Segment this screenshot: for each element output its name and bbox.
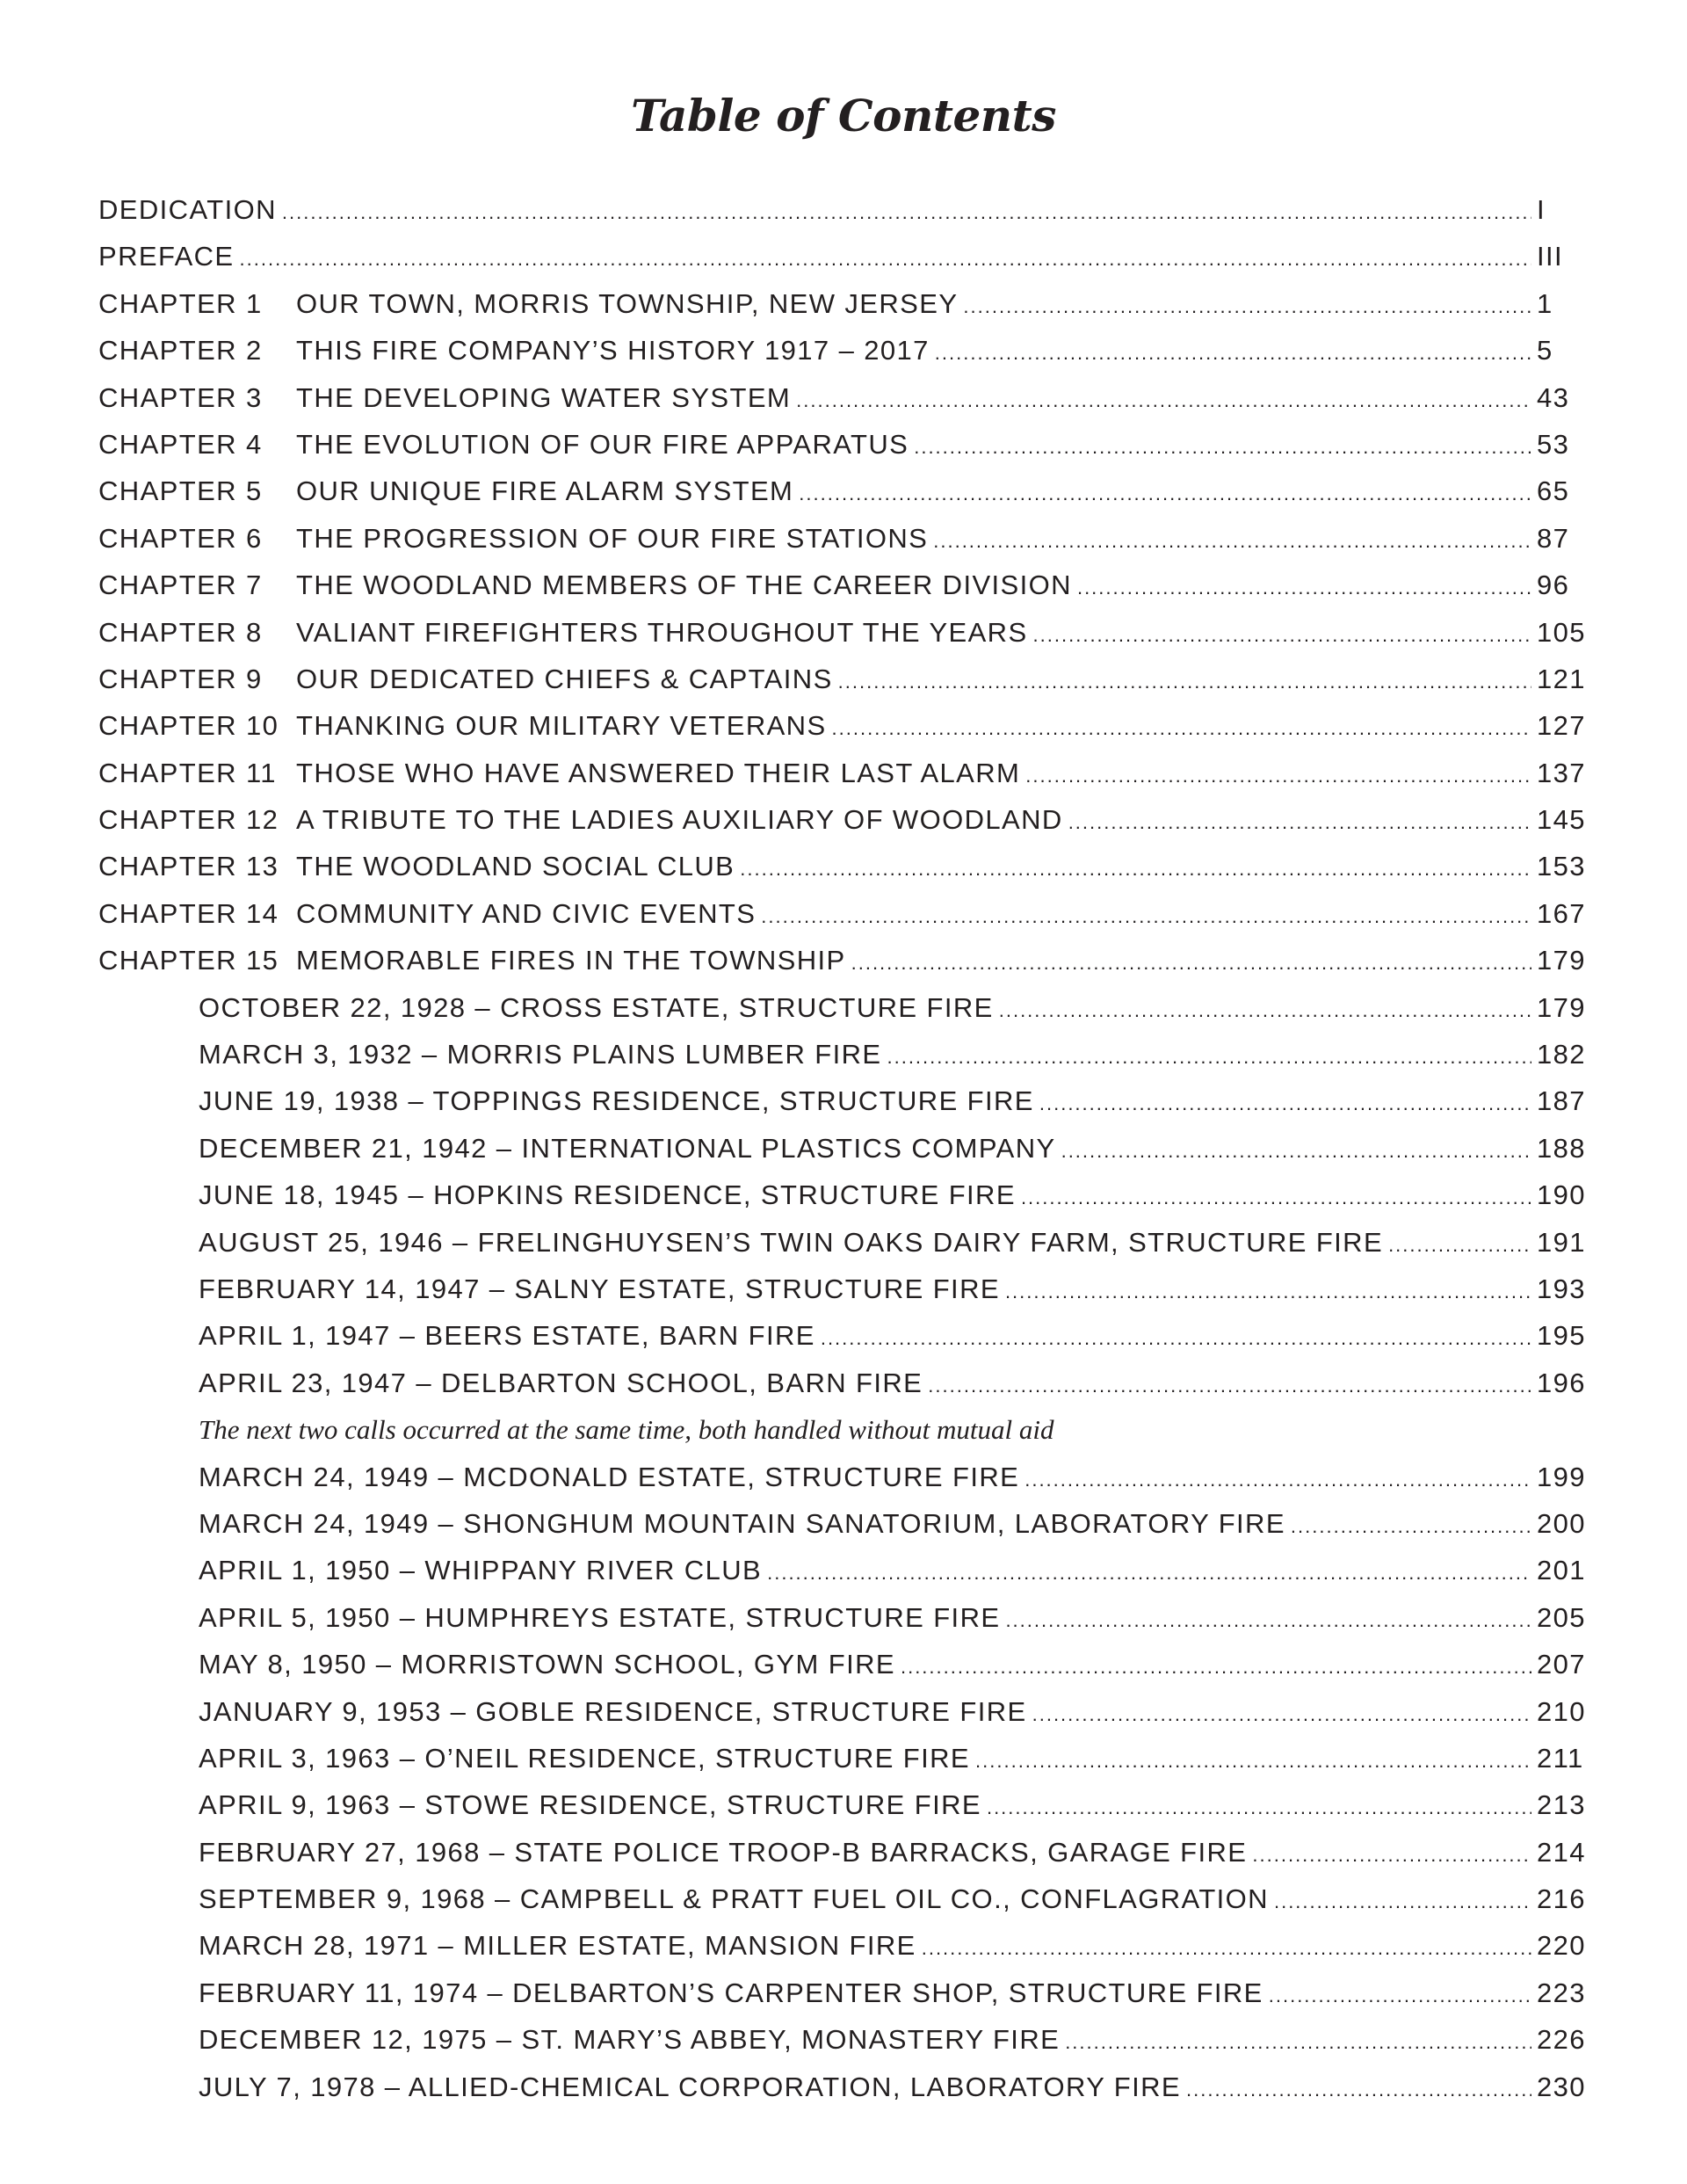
entry-page-number: 153: [1537, 851, 1586, 882]
fire-title: JUNE 18, 1945 – HOPKINS RESIDENCE, STRUCTURE FIRE: [199, 1179, 1016, 1211]
entry-page-number: 65: [1537, 475, 1570, 507]
table-of-contents: [98, 186, 1588, 2110]
fire-title: APRIL 9, 1963 – STOWE RESIDENCE, STRUCTURE FIRE: [199, 1789, 981, 1821]
entry-page-number: 190: [1537, 1179, 1586, 1211]
entry-page-number: 179: [1537, 945, 1586, 976]
toc-entry-chapter[interactable]: [98, 890, 1588, 937]
toc-entry-fire[interactable]: [98, 1876, 1588, 1922]
toc-entry-fire[interactable]: [98, 1500, 1588, 1547]
toc-entry-fire[interactable]: [98, 2064, 1588, 2110]
entry-page-number: 210: [1537, 1695, 1586, 1727]
chapter-title: THE DEVELOPING WATER SYSTEM: [296, 381, 792, 413]
dot-leader: [1388, 1219, 1531, 1268]
chapter-title: OUR DEDICATED CHIEFS & CAPTAINS: [296, 663, 833, 694]
chapter-number: CHAPTER 4: [98, 428, 263, 460]
toc-entry-fire[interactable]: [98, 1829, 1588, 1876]
page-title: Table of Contents: [631, 90, 1056, 141]
dot-leader: [1274, 1876, 1531, 1925]
toc-entry-chapter[interactable]: [98, 562, 1588, 608]
entry-page-number: 230: [1537, 2071, 1586, 2102]
chapter-number: CHAPTER 9: [98, 663, 263, 694]
chapter-number: CHAPTER 3: [98, 381, 263, 413]
chapter-title: MEMORABLE FIRES IN THE TOWNSHIP: [296, 945, 846, 976]
entry-page-number: 179: [1537, 991, 1586, 1023]
fire-title: SEPTEMBER 9, 1968 – CAMPBELL & PRATT FUEL OIL CO., CONFLAGRATION: [199, 1883, 1269, 1915]
entry-page-number: 121: [1537, 663, 1586, 694]
dot-leader: [1032, 1688, 1531, 1738]
fire-title: FEBRUARY 27, 1968 – STATE POLICE TROOP-B BARRACKS, GARAGE FIRE: [199, 1836, 1248, 1868]
chapter-title: A TRIBUTE TO THE LADIES AUXILIARY OF WOODLAND: [296, 804, 1063, 836]
entry-page-number: 211: [1537, 1742, 1584, 1774]
entry-page-number: 216: [1537, 1883, 1586, 1915]
fire-title: APRIL 1, 1947 – BEERS ESTATE, BARN FIRE: [199, 1320, 815, 1352]
toc-note: The next two calls occurred at the same time, both handled without mutual aid: [199, 1414, 1054, 1446]
dot-leader: [1077, 562, 1531, 611]
chapter-number: CHAPTER 8: [98, 616, 263, 648]
dot-leader: [999, 984, 1531, 1034]
entry-page-number: 199: [1537, 1461, 1586, 1492]
dot-leader: [832, 702, 1531, 751]
dot-leader: [240, 233, 1531, 282]
dot-leader: [1025, 750, 1531, 799]
chapter-title: THE EVOLUTION OF OUR FIRE APPARATUS: [296, 428, 909, 460]
fire-title: MARCH 24, 1949 – MCDONALD ESTATE, STRUCTURE FIRE: [199, 1461, 1020, 1492]
fire-title: JUNE 19, 1938 – TOPPINGS RESIDENCE, STRUCTURE FIRE: [199, 1085, 1034, 1117]
toc-entry-fire[interactable]: [98, 1125, 1588, 1172]
entry-page-number: 105: [1537, 616, 1586, 648]
chapter-number: CHAPTER 7: [98, 570, 263, 601]
fire-title: AUGUST 25, 1946 – FRELINGHUYSEN’S TWIN OAKS DAIRY FARM, STRUCTURE FIRE: [199, 1226, 1384, 1258]
chapter-title: THOSE WHO HAVE ANSWERED THEIR LAST ALARM: [296, 757, 1021, 788]
toc-entry-fire[interactable]: [98, 1219, 1588, 1266]
toc-entry-chapter[interactable]: [98, 374, 1588, 421]
dot-leader: [1065, 2016, 1531, 2065]
entry-page-number: 223: [1537, 1977, 1586, 2008]
toc-entry-fire[interactable]: [98, 1312, 1588, 1359]
dot-leader: [1005, 1266, 1531, 1315]
entry-page-number: 137: [1537, 757, 1586, 788]
dot-leader: [963, 280, 1531, 330]
chapter-number: CHAPTER 12: [98, 804, 279, 836]
toc-entry-fire[interactable]: [98, 1454, 1588, 1500]
entry-page-number: 43: [1537, 381, 1570, 413]
entry-page-number: 213: [1537, 1789, 1586, 1821]
dot-leader: [914, 421, 1531, 470]
toc-entry-fire[interactable]: [98, 1172, 1588, 1218]
fire-title: APRIL 5, 1950 – HUMPHREYS ESTATE, STRUCTURE FIRE: [199, 1601, 1001, 1633]
dot-leader: [1005, 1594, 1531, 1643]
entry-page-number: 207: [1537, 1649, 1586, 1680]
fire-title: JANUARY 9, 1953 – GOBLE RESIDENCE, STRUCTURE FIRE: [199, 1695, 1027, 1727]
dot-leader: [935, 327, 1531, 376]
entry-page-number: III: [1537, 241, 1564, 272]
chapter-number: CHAPTER 10: [98, 710, 279, 742]
entry-page-number: 196: [1537, 1367, 1586, 1398]
chapter-title: OUR UNIQUE FIRE ALARM SYSTEM: [296, 475, 794, 507]
toc-entry-fire[interactable]: [98, 1077, 1588, 1124]
fire-title: APRIL 1, 1950 – WHIPPANY RIVER CLUB: [199, 1555, 763, 1586]
chapter-title: COMMUNITY AND CIVIC EVENTS: [296, 897, 757, 929]
entry-page-number: 187: [1537, 1085, 1586, 1117]
toc-entry-fire[interactable]: [98, 1594, 1588, 1641]
dot-leader: [821, 1312, 1531, 1361]
toc-entry-chapter[interactable]: [98, 609, 1588, 656]
entry-page-number: 5: [1537, 335, 1553, 366]
entry-page-number: 127: [1537, 710, 1586, 742]
chapter-number: CHAPTER 2: [98, 335, 263, 366]
entry-page-number: 145: [1537, 804, 1586, 836]
chapter-title: THIS FIRE COMPANY’S HISTORY 1917 – 2017: [296, 335, 930, 366]
fire-title: DECEMBER 12, 1975 – ST. MARY’S ABBEY, MONASTERY FIRE: [199, 2024, 1061, 2056]
toc-entry-fire[interactable]: [98, 1360, 1588, 1406]
entry-page-number: 226: [1537, 2024, 1586, 2056]
toc-entry-chapter[interactable]: [98, 702, 1588, 749]
entry-page-number: I: [1537, 194, 1546, 225]
toc-entry-fire[interactable]: [98, 984, 1588, 1031]
entry-page-number: 200: [1537, 1507, 1586, 1539]
toc-entry-chapter[interactable]: [98, 843, 1588, 889]
chapter-number: CHAPTER 15: [98, 945, 279, 976]
dot-leader: [1068, 796, 1531, 845]
dot-leader: [1291, 1500, 1531, 1549]
chapter-title: VALIANT FIREFIGHTERS THROUGHOUT THE YEARS: [296, 616, 1028, 648]
dot-leader: [851, 937, 1531, 986]
entry-page-number: 53: [1537, 428, 1570, 460]
entry-page-number: 167: [1537, 897, 1586, 929]
toc-entry-fire[interactable]: [98, 1688, 1588, 1735]
toc-entry-chapter[interactable]: [98, 421, 1588, 468]
fire-title: MARCH 24, 1949 – SHONGHUM MOUNTAIN SANATORIUM, LABORATORY FIRE: [199, 1507, 1285, 1539]
dot-leader: [1269, 1970, 1531, 2019]
chapter-number: CHAPTER 13: [98, 851, 279, 882]
dot-leader: [1033, 609, 1531, 658]
chapter-number: CHAPTER 11: [98, 757, 277, 788]
chapter-title: OUR TOWN, MORRIS TOWNSHIP, NEW JERSEY: [296, 287, 959, 319]
chapter-number: CHAPTER 14: [98, 897, 279, 929]
entry-label: PREFACE: [98, 241, 235, 272]
dot-leader: [1252, 1829, 1531, 1878]
chapter-title: THE WOODLAND MEMBERS OF THE CAREER DIVISION: [296, 570, 1072, 601]
chapter-number: CHAPTER 1: [98, 287, 263, 319]
entry-page-number: 188: [1537, 1132, 1586, 1164]
fire-title: MARCH 28, 1971 – MILLER ESTATE, MANSION FIRE: [199, 1930, 916, 1962]
toc-entry-chapter[interactable]: [98, 327, 1588, 374]
dot-leader: [928, 1360, 1531, 1409]
dot-leader: [796, 374, 1531, 424]
dot-leader: [799, 468, 1531, 517]
dot-leader: [887, 1031, 1531, 1080]
toc-entry-front-matter[interactable]: [98, 233, 1588, 279]
dot-leader: [1039, 1077, 1531, 1127]
toc-entry-fire[interactable]: [98, 1735, 1588, 1781]
dot-leader: [740, 843, 1531, 892]
dot-leader: [933, 515, 1531, 564]
toc-entry-front-matter[interactable]: [98, 186, 1588, 233]
dot-leader: [1025, 1454, 1531, 1503]
fire-title: APRIL 23, 1947 – DELBARTON SCHOOL, BARN FIRE: [199, 1367, 923, 1398]
fire-title: FEBRUARY 11, 1974 – DELBARTON’S CARPENTER SHOP, STRUCTURE FIRE: [199, 1977, 1263, 2008]
toc-entry-chapter[interactable]: [98, 468, 1588, 514]
dot-leader: [1021, 1172, 1531, 1221]
entry-page-number: 220: [1537, 1930, 1586, 1962]
chapter-number: CHAPTER 6: [98, 522, 263, 554]
toc-entry-chapter[interactable]: [98, 750, 1588, 796]
entry-page-number: 182: [1537, 1039, 1586, 1070]
entry-page-number: 195: [1537, 1320, 1586, 1352]
dot-leader: [761, 890, 1531, 940]
dot-leader: [987, 1781, 1531, 1831]
dot-leader: [922, 1922, 1531, 1971]
chapter-title: THE PROGRESSION OF OUR FIRE STATIONS: [296, 522, 929, 554]
dot-leader: [282, 186, 1531, 236]
chapter-title: THE WOODLAND SOCIAL CLUB: [296, 851, 735, 882]
fire-title: JULY 7, 1978 – ALLIED-CHEMICAL CORPORATION, LABORATORY FIRE: [199, 2071, 1181, 2102]
toc-entry-fire[interactable]: [98, 1641, 1588, 1687]
toc-entry-fire[interactable]: [98, 2016, 1588, 2063]
fire-title: OCTOBER 22, 1928 – CROSS ESTATE, STRUCTURE FIRE: [199, 991, 994, 1023]
chapter-title: THANKING OUR MILITARY VETERANS: [296, 710, 827, 742]
dot-leader: [767, 1547, 1531, 1596]
toc-entry-fire[interactable]: [98, 1031, 1588, 1077]
toc-entry-fire[interactable]: [98, 1970, 1588, 2016]
toc-entry-chapter[interactable]: [98, 656, 1588, 702]
toc-entry-fire[interactable]: [98, 1781, 1588, 1828]
dot-leader: [975, 1735, 1531, 1784]
toc-entry-fire[interactable]: [98, 1547, 1588, 1593]
entry-page-number: 205: [1537, 1601, 1586, 1633]
toc-entry-chapter[interactable]: [98, 937, 1588, 983]
entry-page-number: 96: [1537, 570, 1570, 601]
toc-entry-fire[interactable]: [98, 1266, 1588, 1312]
toc-entry-chapter[interactable]: [98, 796, 1588, 843]
dot-leader: [1061, 1125, 1531, 1174]
fire-title: MAY 8, 1950 – MORRISTOWN SCHOOL, GYM FIRE: [199, 1649, 895, 1680]
fire-title: APRIL 3, 1963 – O’NEIL RESIDENCE, STRUCTURE FIRE: [199, 1742, 971, 1774]
entry-page-number: 201: [1537, 1555, 1586, 1586]
entry-page-number: 191: [1537, 1226, 1586, 1258]
dot-leader: [838, 656, 1531, 705]
entry-page-number: 214: [1537, 1836, 1586, 1868]
chapter-number: CHAPTER 5: [98, 475, 263, 507]
fire-title: DECEMBER 21, 1942 – INTERNATIONAL PLASTICS COMPANY: [199, 1132, 1056, 1164]
fire-title: MARCH 3, 1932 – MORRIS PLAINS LUMBER FIRE: [199, 1039, 882, 1070]
toc-entry-chapter[interactable]: [98, 280, 1588, 327]
fire-title: FEBRUARY 14, 1947 – SALNY ESTATE, STRUCTURE FIRE: [199, 1273, 1000, 1304]
entry-page-number: 87: [1537, 522, 1570, 554]
dot-leader: [901, 1641, 1531, 1690]
toc-entry-fire[interactable]: [98, 1922, 1588, 1969]
entry-page-number: 1: [1537, 287, 1553, 319]
entry-page-number: 193: [1537, 1273, 1586, 1304]
toc-entry-chapter[interactable]: [98, 515, 1588, 562]
entry-label: DEDICATION: [98, 194, 277, 225]
dot-leader: [1186, 2064, 1531, 2113]
